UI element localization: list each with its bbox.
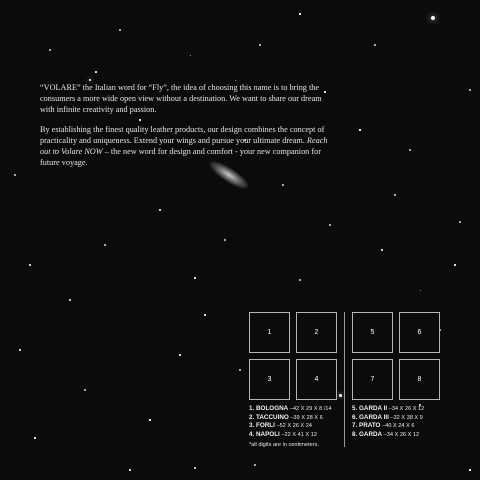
star (95, 71, 97, 73)
intro-paragraph-2-tail: – the new word for design and comfort - your new companion for future voyage. (40, 147, 321, 167)
product-box-1: 1 (249, 312, 290, 353)
star (104, 244, 105, 245)
star (29, 264, 31, 266)
spec-item: 6. GARDA III –32 X 38 X 9 (352, 413, 423, 421)
star (69, 299, 71, 301)
grid-divider (344, 312, 345, 447)
star (159, 209, 161, 211)
star (179, 354, 181, 356)
star (194, 467, 196, 469)
intro-paragraph-2-emphasis: Reach out to Volare NOW (40, 136, 328, 156)
star (282, 184, 283, 185)
star (204, 314, 205, 315)
star (469, 469, 470, 470)
star (34, 437, 36, 439)
star (420, 290, 421, 291)
star (299, 279, 300, 280)
star (239, 369, 240, 370)
star (381, 249, 383, 251)
star (339, 394, 342, 397)
star (431, 16, 435, 20)
star (49, 49, 50, 50)
star (254, 464, 255, 465)
intro-paragraph-1: “VOLARE” the Italian word for “Fly”, the idea of choosing this name is to bring the consumers a more wide open view without a destination. We want to share our dream with infinite creativity and passion. (40, 83, 322, 114)
star (14, 174, 15, 175)
spec-item: 1. BOLOGNA –42 X 29 X 8 /14 (249, 405, 332, 412)
product-box-4: 4 (296, 359, 337, 400)
product-box-3: 3 (249, 359, 290, 400)
star (190, 55, 191, 56)
spec-item: 8. GARDA –34 X 26 X 12 (352, 430, 420, 438)
star (19, 349, 21, 351)
intro-paragraph-2 (40, 124, 330, 168)
star (409, 149, 410, 150)
star (194, 277, 196, 279)
star (469, 89, 470, 90)
spec-item: 5. GARDA II –34 X 26 X 12 (352, 405, 425, 412)
intro-paragraph-2-lead: By establishing the finest quality leather products, our design combines the concept of practicality and uniqueness. Extend your wings and pursue your ultimate dream. (40, 125, 325, 145)
star (459, 221, 460, 222)
spec-list-right (352, 405, 424, 439)
star (119, 29, 120, 30)
intro-copy (40, 82, 330, 177)
product-box-7: 7 (352, 359, 393, 400)
product-box-5: 5 (352, 312, 393, 353)
star (299, 13, 300, 14)
star (454, 264, 455, 265)
star (84, 389, 85, 390)
star (394, 194, 395, 195)
star (89, 79, 92, 82)
spec-item: 2. TACCUINO –39 X 28 X 6 (249, 413, 323, 421)
spec-item: 7. PRATO –40 X 24 X 6 (352, 422, 415, 430)
star (359, 129, 360, 130)
star (329, 224, 330, 225)
star (149, 419, 150, 420)
product-box-8: 8 (399, 359, 440, 400)
star (374, 44, 375, 45)
product-box-6: 6 (399, 312, 440, 353)
star (224, 239, 225, 240)
star (259, 44, 260, 45)
spec-item: 4. NAPOLI –22 X 41 X 12 (249, 430, 317, 438)
spec-item: 3. FORLI –52 X 26 X 24 (249, 422, 313, 430)
units-footnote: *all digits are in centimeters. (249, 442, 319, 448)
spec-list-left (249, 405, 332, 439)
star (129, 469, 131, 471)
star (235, 80, 236, 81)
product-box-2: 2 (296, 312, 337, 353)
